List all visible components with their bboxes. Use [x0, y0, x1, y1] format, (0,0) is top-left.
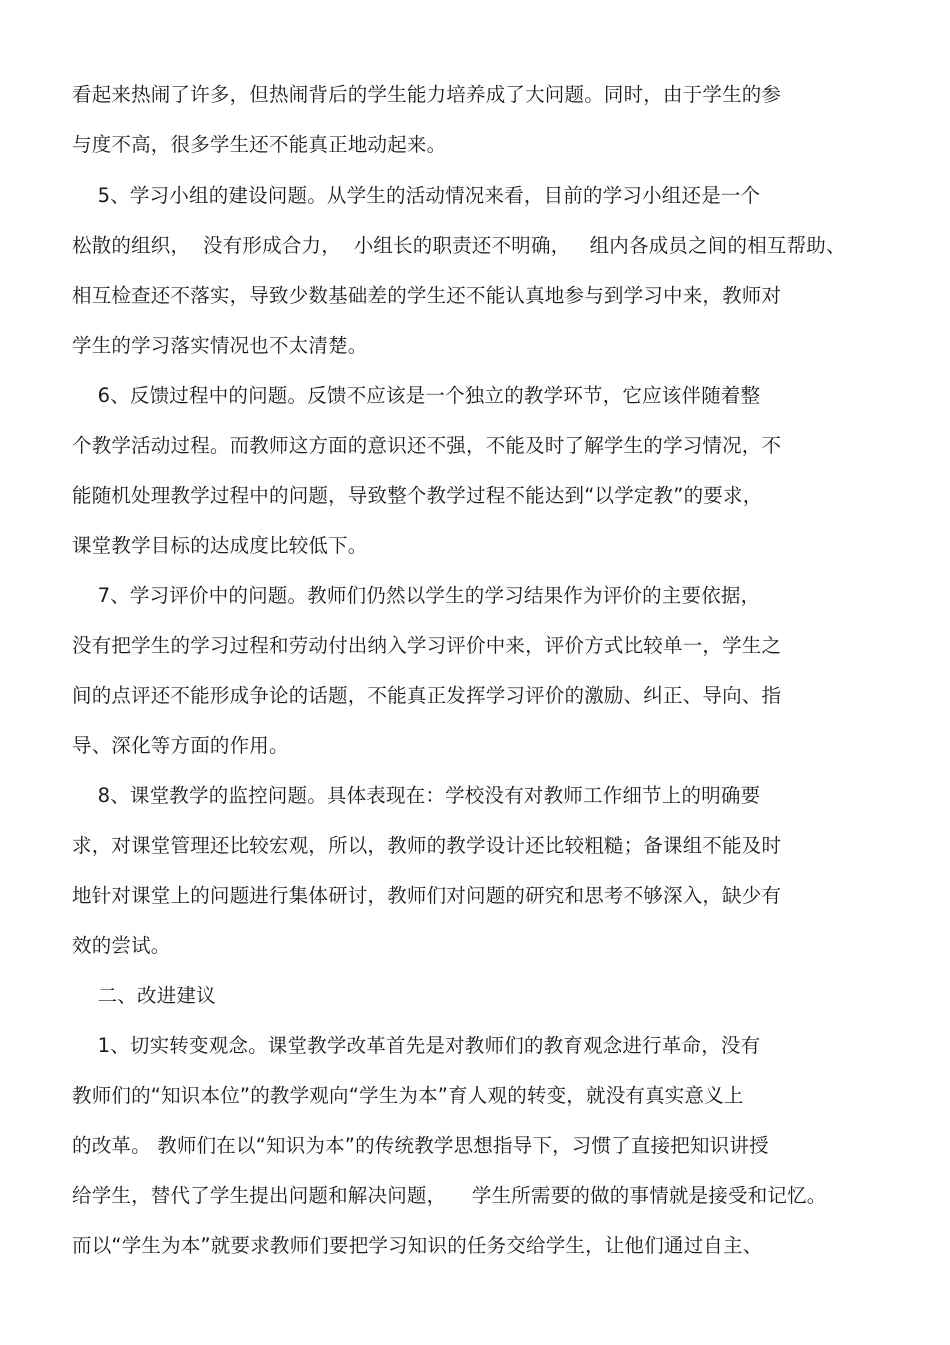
text-line: 地针对课堂上的问题进行集体研讨，教师们对问题的研究和思考不够深入，缺少有	[72, 884, 782, 907]
text-line: 6、反馈过程中的问题。反馈不应该是一个独立的教学环节，它应该伴随着整	[72, 384, 761, 407]
text-line: 导、深化等方面的作用。	[72, 734, 289, 757]
text-line: 没有把学生的学习过程和劳动付出纳入学习评价中来，评价方式比较单一，学生之	[72, 634, 782, 657]
text-line: 教师们的“知识本位”的教学观向“学生为本”育人观的转变，就没有真实意义上	[72, 1084, 744, 1107]
text-line: 间的点评还不能形成争论的话题，不能真正发挥学习评价的激励、纠正、导向、指	[72, 684, 782, 707]
text-line: 相互检查还不落实，导致少数基础差的学生还不能认真地参与到学习中来，教师对	[72, 284, 782, 307]
text-line: 能随机处理教学过程中的问题，导致整个教学过程不能达到“以学定教”的要求，	[72, 484, 763, 507]
text-line: 个教学活动过程。而教师这方面的意识还不强，不能及时了解学生的学习情况，不	[72, 434, 782, 457]
text-line: 给学生，替代了学生提出问题和解决问题， 学生所需要的做的事情就是接受和记忆。	[72, 1184, 827, 1207]
text-line: 课堂教学目标的达成度比较低下。	[72, 534, 368, 557]
text-line: 松散的组织， 没有形成合力， 小组长的职责还不明确， 组内各成员之间的相互帮助、	[72, 234, 846, 257]
text-line: 效的尝试。	[72, 934, 171, 957]
text-line: 5、学习小组的建设问题。从学生的活动情况来看，目前的学习小组还是一个	[72, 184, 761, 207]
text-line: 与度不高，很多学生还不能真正地动起来。	[72, 133, 447, 156]
text-line: 8、课堂教学的监控问题。具体表现在：学校没有对教师工作细节上的明确要	[72, 784, 761, 807]
text-line: 求，对课堂管理还比较宏观，所以，教师的教学设计还比较粗糙；备课组不能及时	[72, 834, 782, 857]
section-heading: 二、改进建议	[72, 984, 216, 1007]
text-line: 的改革。 教师们在以“知识为本”的传统教学思想指导下，习惯了直接把知识讲授	[72, 1134, 769, 1157]
text-line: 看起来热闹了许多，但热闹背后的学生能力培养成了大问题。同时，由于学生的参	[72, 83, 782, 106]
text-line: 而以“学生为本”就要求教师们要把学习知识的任务交给学生，让他们通过自主、	[72, 1234, 763, 1257]
text-line: 学生的学习落实情况也不太清楚。	[72, 334, 368, 357]
text-line: 1、切实转变观念。课堂教学改革首先是对教师们的教育观念进行革命，没有	[72, 1034, 761, 1057]
text-line: 7、学习评价中的问题。教师们仍然以学生的学习结果作为评价的主要依据，	[72, 584, 761, 607]
